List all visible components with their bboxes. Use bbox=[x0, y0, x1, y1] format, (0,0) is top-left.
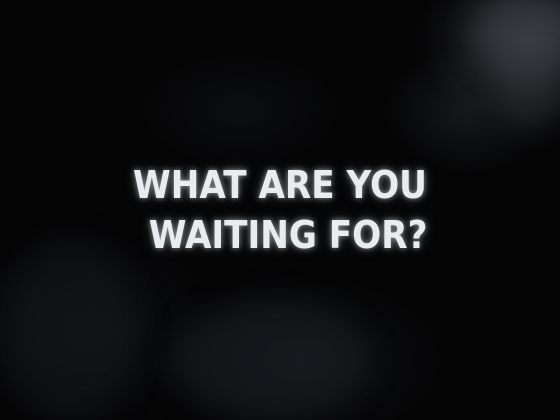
smoke-cloud bbox=[0, 240, 140, 420]
headline-text bbox=[28, 160, 532, 260]
smoke-cloud bbox=[470, 0, 560, 80]
smoke-cloud bbox=[500, 60, 560, 130]
smoke-cloud bbox=[170, 300, 370, 420]
headline-line-1: WHAT ARE YOU bbox=[133, 163, 427, 207]
headline-line-2: WAITING FOR? bbox=[148, 213, 428, 257]
